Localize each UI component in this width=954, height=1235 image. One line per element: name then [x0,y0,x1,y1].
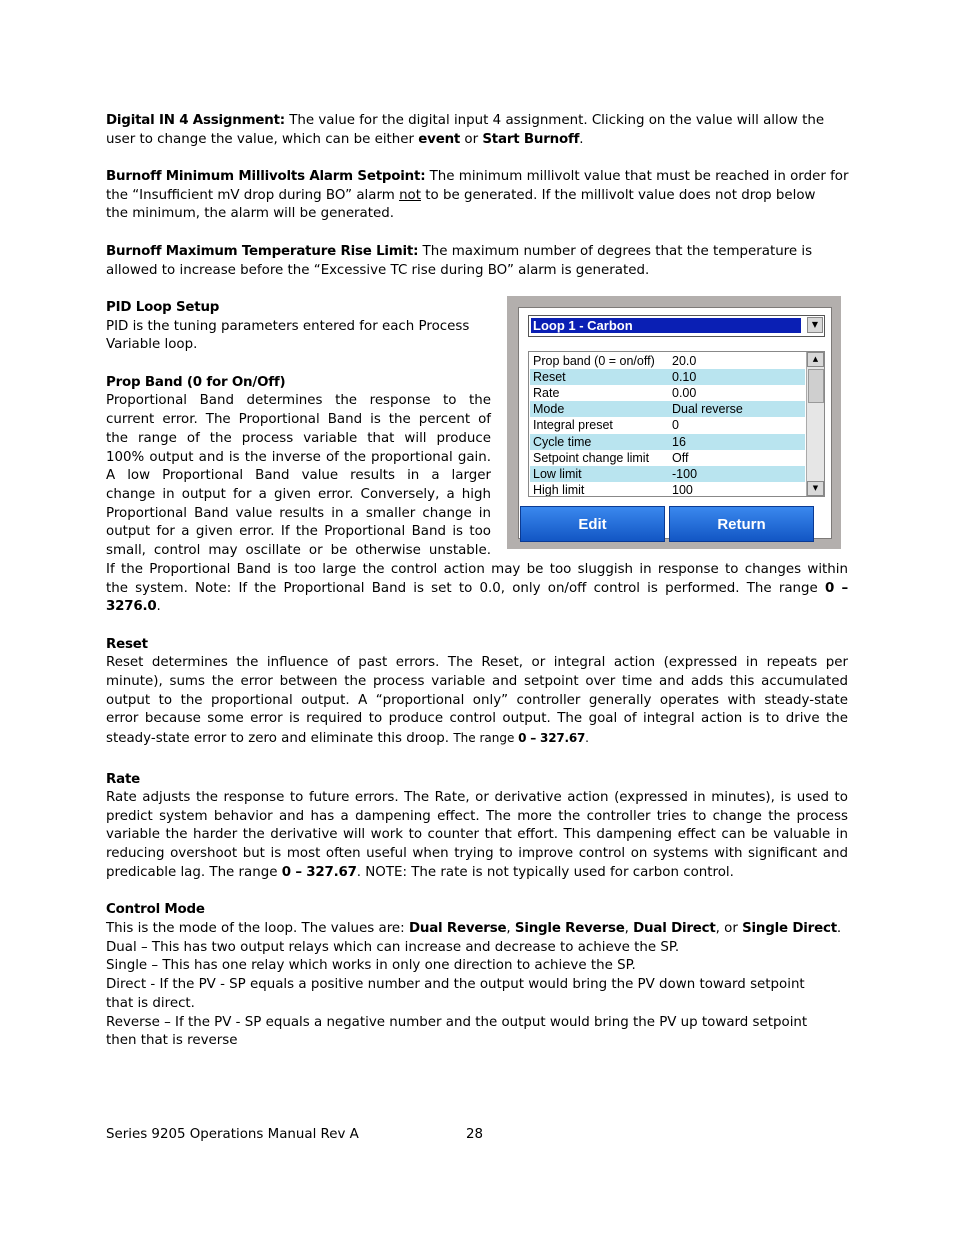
burnoff-temp-label: Burnoff Maximum Temperature Rise Limit: [106,244,419,259]
text: . [156,599,161,614]
value-start-burnoff: Start Burnoff [482,132,580,147]
param-name: Reset [533,370,566,384]
prop-line: 100% output and is the inverse of the proportional gain. [106,450,491,465]
prop-line: current error. The Proportional Band is the percent of [106,412,491,427]
mode-single-desc: Single – This has one relay which works in only one direction to achieve the SP. [106,958,636,973]
text: The value for the digital input 4 assignment. Clicking on the value will allow the [284,113,825,128]
text: , [624,921,634,936]
rate-line: Rate adjusts the response to future errors. The Rate, or derivative action (expressed in minutes), is used to [106,790,848,805]
burnoff-mv-label: Burnoff Minimum Millivolts Alarm Setpoint: [106,169,426,184]
range-value: 0 – 327.67 [518,731,586,745]
burnoff-mv-line1 [106,168,849,187]
prop-line: output for a given error. If the Proportional Band is too [106,524,491,539]
prop-line: Proportional Band determines the response to the [106,393,491,408]
rate-line: reducing overshoot but is most often useful when trying to improve control on systems with significant and [106,846,848,861]
text: . NOTE: The rate is not typically used for carbon control. [356,865,734,880]
mode-direct-desc1: Direct - If the PV - SP equals a positive number and the output would bring the PV down toward setpoint [106,977,805,992]
reset-line: error because some error is required to produce control output. The goal of integral action is to drive the [106,711,848,726]
mode-dual-direct: Dual Direct [633,921,716,936]
text: predicable lag. The range [106,865,282,880]
reset-line: output to the proportional output. A “proportional only” controller generally operates with steady-state [106,693,848,708]
param-value[interactable]: -100 [672,467,698,481]
param-name: High limit [533,483,585,497]
prop-wide-line2 [106,580,848,599]
edit-button[interactable]: Edit [520,506,665,542]
param-value[interactable]: 0 [672,418,679,432]
scroll-up-arrow-icon[interactable]: ▲ [807,352,824,367]
rate-heading: Rate [106,772,141,787]
digital-in4-label: Digital IN 4 Assignment: [106,113,285,128]
rate-line: predict system behavior and has a dampening effect. The more the controller tries to change the process [106,809,848,824]
mode-single-reverse: Single Reverse [514,921,625,936]
prop-line: A low Proportional Band value results in a larger [106,468,491,483]
prop-wide-line1: If the Proportional Band is too large the control action may be too sluggish in response to changes within [106,562,848,577]
mode-reverse-desc2: then that is reverse [106,1033,238,1048]
vertical-scrollbar[interactable] [806,352,824,496]
reset-line: Reset determines the influence of past errors. The Reset, or integral action (expressed in repeats per [106,655,848,670]
pid-heading: PID Loop Setup [106,300,220,315]
text: user to change the value, which can be either [106,132,419,147]
text: or [460,132,483,147]
param-row[interactable] [530,434,805,450]
loop-select-value: Loop 1 - Carbon [531,318,801,333]
control-mode-values [106,920,841,939]
param-value[interactable]: 0.10 [672,370,697,384]
value-event: event [418,132,461,147]
param-value[interactable]: 100 [672,483,693,497]
param-value[interactable]: 16 [672,435,686,449]
param-row[interactable] [530,385,805,401]
loop-setup-screenshot [507,296,841,549]
text: the “Insufficient mV drop during BO” alarm [106,188,400,203]
mode-reverse-desc1: Reverse – If the PV - SP equals a negative number and the output would bring the PV up toward setpoint [106,1015,808,1030]
range-end: 3276.0 [106,599,157,614]
digital-in4-line1 [106,112,824,131]
text: This is the mode of the loop. The values are: [106,921,409,936]
reset-line: minute), sums the error between the process variable and setpoint over time and adds this accumulated [106,674,848,689]
burnoff-temp-line1 [106,243,812,262]
underlined-not: not [399,188,421,203]
dropdown-arrow-icon[interactable]: ▼ [807,317,823,333]
param-row[interactable] [530,353,805,369]
text: to be generated. If the millivolt value does not drop below [421,188,816,203]
param-name: Mode [533,402,565,416]
text: . [585,731,589,745]
text: The range [453,731,519,745]
param-row[interactable] [530,450,805,466]
footer-page-number: 28 [466,1127,484,1142]
rate-line: variable the harder the derivative will work to counter that effort. This dampening effect can be valuable in [106,827,848,842]
param-name: Integral preset [533,418,613,432]
mode-direct-desc2: that is direct. [106,996,195,1011]
prop-line: the range of the process variable that will produce [106,431,491,446]
text: steady-state error to zero and eliminate this droop. [106,731,454,746]
return-button[interactable]: Return [669,506,814,542]
param-name: Rate [533,386,560,400]
text: . [579,132,584,147]
loop-select[interactable] [528,315,825,337]
burnoff-mv-line2 [106,187,816,206]
param-name: Cycle time [533,435,592,449]
mode-dual-reverse: Dual Reverse [408,921,507,936]
param-name: Prop band (0 = on/off) [533,354,655,368]
digital-in4-line2 [106,131,584,150]
range-value: 0 – 327.67 [281,865,357,880]
reset-heading: Reset [106,637,148,652]
text: , [506,921,515,936]
prop-line: Proportional Band value results in a smaller change in [106,506,491,521]
text: . [836,921,842,936]
control-mode-heading: Control Mode [106,902,205,917]
text: The maximum number of degrees that the temperature is [418,244,813,259]
scroll-down-arrow-icon[interactable]: ▼ [807,481,824,496]
range-start: 0 – [824,581,849,596]
mode-dual-desc: Dual – This has two output relays which can increase and decrease to achieve the SP. [106,940,680,955]
text: The minimum millivolt value that must be reached in order for [425,169,849,184]
param-name: Low limit [533,467,582,481]
param-value[interactable]: Dual reverse [672,402,743,416]
parameter-list[interactable] [528,351,825,497]
text: , or [715,921,743,936]
param-row[interactable] [530,369,805,385]
text: the system. Note: If the Proportional Band is set to 0.0, only on/off control is performed. The range [106,581,825,596]
param-row[interactable] [530,482,805,497]
rate-last-line [106,864,734,883]
burnoff-temp-line2: allowed to increase before the “Excessive TC rise during BO” alarm is generated. [106,263,650,278]
param-row[interactable] [530,466,805,482]
prop-line: small, control may oscillate or be otherwise unstable. [106,543,491,558]
burnoff-mv-line3: the minimum, the alarm will be generated. [106,206,395,221]
param-value[interactable]: 0.00 [672,386,697,400]
prop-line: change in output for a given error. Conversely, a high [106,487,491,502]
mode-single-direct: Single Direct [742,921,837,936]
pid-line2: Variable loop. [106,337,198,352]
prop-band-heading: Prop Band (0 for On/Off) [106,375,286,390]
param-row[interactable] [530,401,805,417]
param-value[interactable]: Off [672,451,689,465]
param-value[interactable]: 20.0 [672,354,697,368]
reset-last-line [106,729,589,749]
scroll-thumb[interactable] [808,369,824,403]
pid-line1: PID is the tuning parameters entered for each Process [106,319,470,334]
footer-manual-title: Series 9205 Operations Manual Rev A [106,1127,359,1142]
screen-area [518,307,832,539]
param-row[interactable] [530,417,805,433]
prop-wide-line3 [106,598,161,617]
param-name: Setpoint change limit [533,451,650,465]
